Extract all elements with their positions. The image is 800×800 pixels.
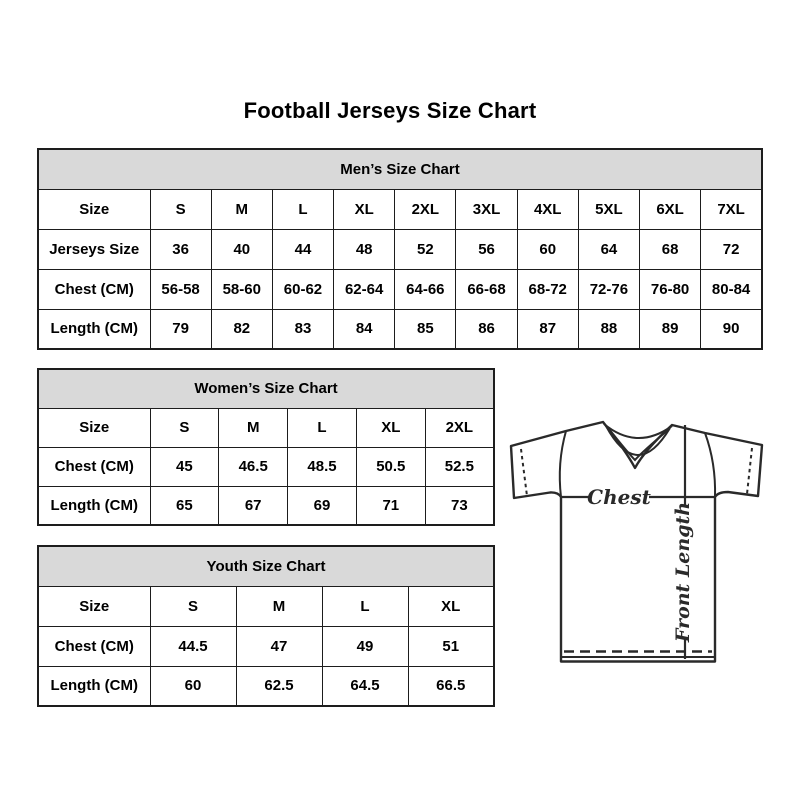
value-cell: 58-60: [211, 269, 272, 309]
size-header-cell: L: [322, 586, 408, 626]
value-cell: 83: [272, 309, 333, 349]
size-header-cell: 2XL: [425, 408, 494, 447]
size-header-cell: L: [272, 189, 333, 229]
left-cuff-stitch: [521, 449, 527, 496]
value-cell: 73: [425, 486, 494, 525]
value-cell: 52: [395, 229, 456, 269]
value-cell: 60-62: [272, 269, 333, 309]
value-cell: 79: [150, 309, 211, 349]
value-cell: 47: [236, 626, 322, 666]
value-cell: 62.5: [236, 666, 322, 706]
value-cell: 84: [334, 309, 395, 349]
row-label-cell: Size: [38, 586, 150, 626]
value-cell: 64.5: [322, 666, 408, 706]
chest-label: Chest: [587, 485, 651, 509]
page-title: Football Jerseys Size Chart: [243, 98, 537, 123]
row-label-cell: Jerseys Size: [38, 229, 150, 269]
row-label-cell: Size: [38, 408, 150, 447]
value-cell: 36: [150, 229, 211, 269]
table-row: [38, 309, 762, 349]
value-cell: 72: [701, 229, 762, 269]
size-header-cell: 3XL: [456, 189, 517, 229]
value-cell: 90: [701, 309, 762, 349]
size-header-cell: 5XL: [578, 189, 639, 229]
size-header-cell: L: [288, 408, 357, 447]
value-cell: 76-80: [640, 269, 701, 309]
youth-table-title: Youth Size Chart: [38, 546, 494, 586]
collar-inner-arc: [606, 426, 670, 455]
row-label-cell: Length (CM): [38, 309, 150, 349]
value-cell: 66.5: [408, 666, 494, 706]
value-cell: 85: [395, 309, 456, 349]
table-row: [38, 486, 494, 525]
size-header-cell: XL: [356, 408, 425, 447]
value-cell: 86: [456, 309, 517, 349]
table-row: [38, 229, 762, 269]
left-armhole-seam: [560, 431, 566, 497]
value-cell: 80-84: [701, 269, 762, 309]
value-cell: 45: [150, 447, 219, 486]
value-cell: 65: [150, 486, 219, 525]
value-cell: 48.5: [288, 447, 357, 486]
value-cell: 52.5: [425, 447, 494, 486]
table-row: [38, 447, 494, 486]
row-label-cell: Chest (CM): [38, 269, 150, 309]
womens-size-table: [37, 368, 495, 526]
value-cell: 46.5: [219, 447, 288, 486]
size-header-cell: XL: [408, 586, 494, 626]
value-cell: 50.5: [356, 447, 425, 486]
mens-size-table: [37, 148, 763, 350]
value-cell: 82: [211, 309, 272, 349]
value-cell: 62-64: [334, 269, 395, 309]
value-cell: 40: [211, 229, 272, 269]
size-header-cell: S: [150, 586, 236, 626]
value-cell: 64: [578, 229, 639, 269]
womens-table-title: Women’s Size Chart: [38, 369, 494, 408]
size-header-cell: XL: [334, 189, 395, 229]
front-length-label: Front Length: [672, 501, 694, 643]
table-row: [38, 666, 494, 706]
value-cell: 44: [272, 229, 333, 269]
size-header-cell: M: [211, 189, 272, 229]
mens-table-title: Men’s Size Chart: [38, 149, 762, 189]
table-title-row: [38, 149, 762, 189]
value-cell: 89: [640, 309, 701, 349]
value-cell: 49: [322, 626, 408, 666]
right-cuff-stitch: [747, 448, 752, 494]
row-label-cell: Chest (CM): [38, 626, 150, 666]
value-cell: 48: [334, 229, 395, 269]
youth-size-table: [37, 545, 495, 707]
column-header-row: [38, 586, 494, 626]
jersey-measurement-diagram: [500, 405, 780, 675]
value-cell: 56-58: [150, 269, 211, 309]
value-cell: 56: [456, 229, 517, 269]
size-header-cell: S: [150, 189, 211, 229]
size-header-cell: M: [219, 408, 288, 447]
table-row: [38, 269, 762, 309]
value-cell: 67: [219, 486, 288, 525]
value-cell: 60: [517, 229, 578, 269]
table-title-row: [38, 369, 494, 408]
value-cell: 69: [288, 486, 357, 525]
right-armhole-seam: [705, 433, 715, 497]
size-header-cell: 2XL: [395, 189, 456, 229]
value-cell: 72-76: [578, 269, 639, 309]
row-label-cell: Size: [38, 189, 150, 229]
size-header-cell: M: [236, 586, 322, 626]
size-header-cell: 7XL: [701, 189, 762, 229]
row-label-cell: Length (CM): [38, 486, 150, 525]
size-header-cell: S: [150, 408, 219, 447]
value-cell: 88: [578, 309, 639, 349]
table-title-row: [38, 546, 494, 586]
table-row: [38, 626, 494, 666]
row-label-cell: Length (CM): [38, 666, 150, 706]
value-cell: 68: [640, 229, 701, 269]
value-cell: 87: [517, 309, 578, 349]
value-cell: 64-66: [395, 269, 456, 309]
value-cell: 68-72: [517, 269, 578, 309]
value-cell: 44.5: [150, 626, 236, 666]
value-cell: 71: [356, 486, 425, 525]
size-header-cell: 4XL: [517, 189, 578, 229]
row-label-cell: Chest (CM): [38, 447, 150, 486]
value-cell: 51: [408, 626, 494, 666]
column-header-row: [38, 189, 762, 229]
value-cell: 66-68: [456, 269, 517, 309]
value-cell: 60: [150, 666, 236, 706]
column-header-row: [38, 408, 494, 447]
size-header-cell: 6XL: [640, 189, 701, 229]
